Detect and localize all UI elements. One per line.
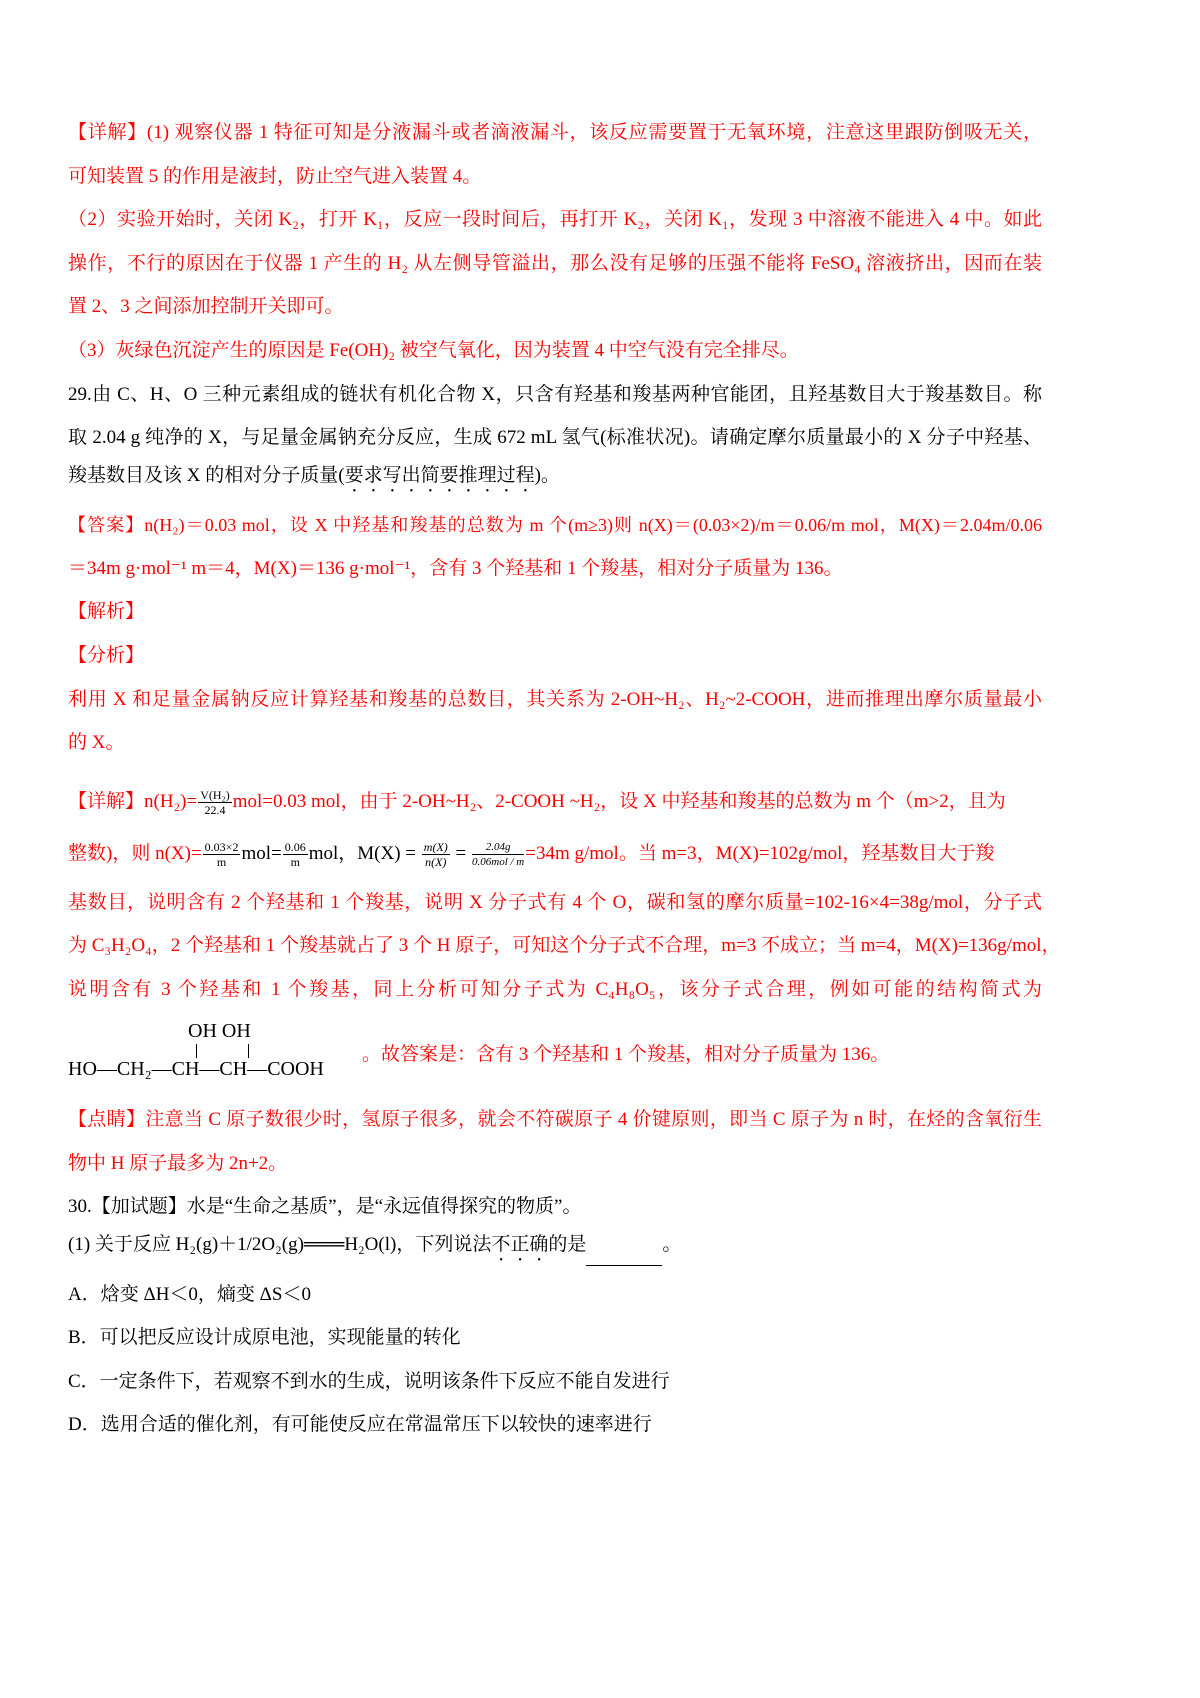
bond-line — [248, 1044, 249, 1058]
structural-formula — [68, 1020, 368, 1090]
numerator: 0.03×2 — [204, 840, 239, 855]
detail-3-line: （3）灰绿色沉淀产生的原因是 Fe(OH)₂ 被空气氧化，因为装置 4 中空气没有完全排尽。 — [68, 340, 799, 361]
answer-line: ＝34m g·mol⁻¹ m＝4，M(X)＝136 g·mol⁻¹，含有 3 个羟基和 1 个羧基，相对分子质量为 136。 — [68, 558, 843, 579]
text: =34m g/mol。当 m=3，M(X)=102g/mol，羟基数目大于羧 — [525, 843, 995, 864]
numerator: V(H₂) — [200, 788, 230, 803]
numerator: 2.04g — [472, 840, 524, 855]
text: 的是 — [548, 1234, 587, 1255]
emphasis-text: 要求写出简要推理过程 — [344, 465, 535, 486]
fenxi-heading: 【分析】 — [68, 645, 145, 666]
detail-2-line: （2）实验开始时，关闭 K₂，打开 K₁，反应一段时间后，再打开 K₂，关闭 K₁，发现 3 中溶液不能进入 4 中。如此 — [68, 209, 1042, 230]
fraction — [198, 788, 232, 817]
option-b: B．可以把反应设计成原电池，实现能量的转化 — [68, 1327, 461, 1348]
denominator: 0.06mol / m — [472, 856, 525, 869]
detail-line — [68, 836, 1042, 872]
text: 。 — [662, 1234, 682, 1255]
text: = — [450, 843, 471, 864]
text: 【详解】n(H₂)= — [68, 791, 198, 812]
question-30-title: 30.【加试题】水是“生命之基质”，是“永远值得探究的物质”。 — [68, 1196, 582, 1217]
tips-line: 【点睛】注意当 C 原子数很少时，氢原子很多，就会不符碳原子 4 价键原则，即当 C 原子为 n 时，在烃的含氧衍生 — [68, 1109, 1042, 1130]
analysis-heading: 【解析】 — [68, 601, 145, 622]
detail-conclusion: 。故答案是：含有 3 个羟基和 1 个羧基，相对分子质量为 136。 — [362, 1044, 890, 1065]
detail-1-line: 【详解】(1) 观察仪器 1 特征可知是分液漏斗或者滴液漏斗，该反应需要置于无氧环境，注意这里跟防倒吸无关， — [68, 122, 1042, 143]
denominator: n(X) — [425, 855, 447, 870]
fenxi-line: 的 X。 — [68, 732, 125, 753]
denominator: m — [216, 855, 227, 870]
text: mol= — [241, 843, 282, 864]
text: 羧基数目及该 X 的相对分子质量( — [68, 465, 345, 486]
detail-2-line: 操作，不行的原因在于仪器 1 产生的 H₂ 从左侧导管溢出，那么没有足够的压强不能将 FeSO₄ 溶液挤出，因而在装 — [68, 253, 1042, 274]
detail-1-line: 可知装置 5 的作用是液封，防止空气进入装置 4。 — [68, 166, 482, 187]
text: (1) 关于反应 H₂(g)＋1/2O₂(g)═══H₂O(l)，下列说法 — [68, 1234, 492, 1255]
fraction — [472, 840, 524, 869]
detail-line: 为 C₃H₂O₄，2 个羟基和 1 个羧基就占了 3 个 H 原子，可知这个分子式不合理，m=3 不成立；当 m=4，M(X)=136g/mol， — [68, 935, 1061, 956]
answer-blank — [586, 1247, 662, 1266]
main-chain: HO—CH₂—CH—CH—COOH — [68, 1058, 324, 1080]
fraction — [283, 840, 308, 869]
option-c: C．一定条件下，若观察不到水的生成，说明该条件下反应不能自发进行 — [68, 1371, 670, 1392]
question-30-part1 — [68, 1232, 1042, 1258]
tips-line: 物中 H 原子最多为 2n+2。 — [68, 1153, 288, 1174]
numerator: m(X) — [423, 840, 448, 855]
answer-line: 【答案】n(H₂)＝0.03 mol，设 X 中羟基和羧基的总数为 m 个(m≥3)则 n(X)＝(0.03×2)/m＝0.06/m mol，M(X)＝2.04m/0.06 — [68, 515, 1042, 535]
option-a: A．焓变 ΔH＜0，熵变 ΔS＜0 — [68, 1284, 311, 1305]
fraction — [422, 840, 450, 869]
numerator: 0.06 — [284, 840, 306, 855]
bond-line — [196, 1044, 197, 1058]
text: mol，M(X) = — [308, 843, 421, 864]
fenxi-line: 利用 X 和足量金属钠反应计算羟基和羧基的总数目，其关系为 2-OH~H₂、H₂~2-COOH，进而推理出摩尔质量最小 — [68, 689, 1042, 710]
text: )。 — [534, 465, 560, 486]
detail-2-line: 置 2、3 之间添加控制开关即可。 — [68, 296, 344, 317]
question-29-line: 取 2.04 g 纯净的 X，与足量金属钠充分反应，生成 672 mL 氢气(标准状况)。请确定摩尔质量最小的 X 分子中羟基、 — [68, 427, 1042, 448]
detail-line — [68, 784, 1042, 820]
question-29-line — [68, 463, 1042, 489]
fraction — [203, 840, 241, 869]
detail-line: 基数目，说明含有 2 个羟基和 1 个羧基，说明 X 分子式有 4 个 O，碳和氢的摩尔质量=102-16×4=38g/mol，分子式 — [68, 892, 1042, 913]
denominator: m — [290, 855, 300, 870]
text: mol=0.03 mol，由于 2-OH~H₂、2-COOH ~H₂，设 X 中羟基和羧基的总数为 m 个（m>2，且为 — [232, 791, 1006, 812]
hydroxyl-labels: OH OH — [188, 1020, 251, 1042]
denominator: 22.4 — [204, 803, 226, 818]
emphasis-text: 不正确 — [491, 1234, 549, 1255]
option-d: D．选用合适的催化剂，有可能使反应在常温常压下以较快的速率进行 — [68, 1414, 652, 1435]
text: 整数)，则 n(X)= — [68, 843, 202, 864]
question-29-line: 29.由 C、H、O 三种元素组成的链状有机化合物 X，只含有羟基和羧基两种官能团，且羟基数目大于羧基数目。称 — [68, 384, 1042, 405]
detail-line: 说明含有 3 个羟基和 1 个羧基，同上分析可知分子式为 C₄H₈O₅，该分子式合理，例如可能的结构简式为 — [68, 979, 1042, 1000]
